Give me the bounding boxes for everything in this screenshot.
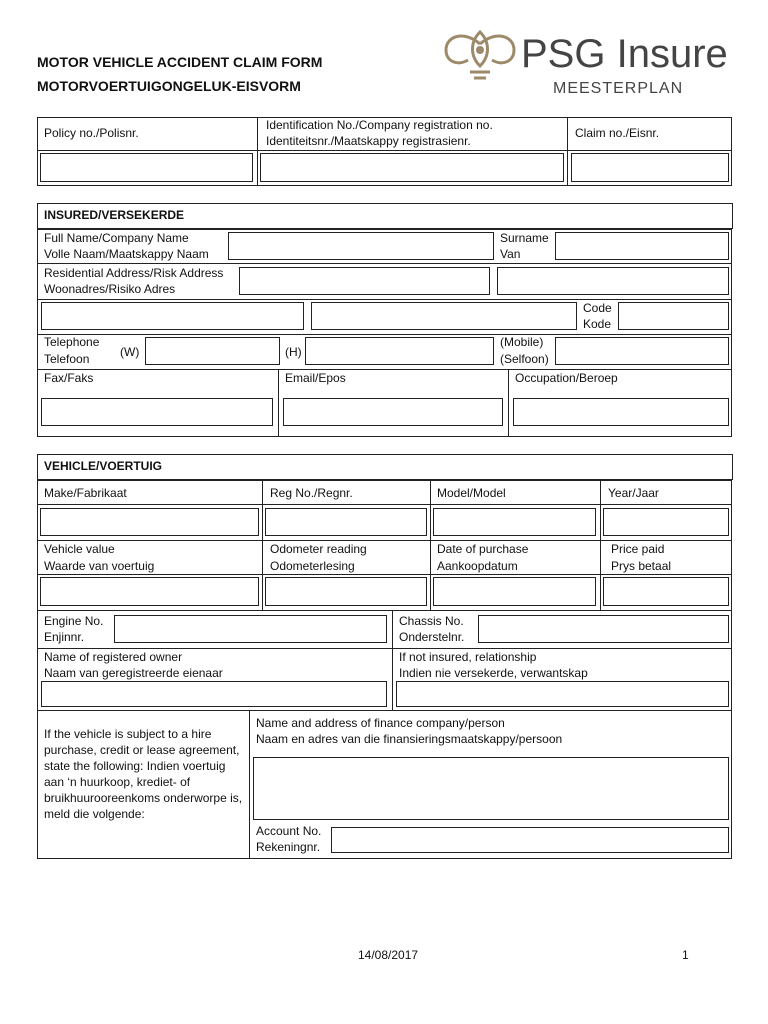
make-label: Make/Fabrikaat [44,486,127,500]
engine-label-af: Enjinnr. [44,630,85,644]
purchase-date-label-en: Date of purchase [437,542,529,556]
relationship-label-en: If not insured, relationship [399,650,537,664]
finance-label-af: Naam en adres van die finansieringsmaatskappy/persoon [256,732,563,746]
psg-logo-icon [440,26,520,82]
odometer-input[interactable] [265,577,427,606]
chassis-label-en: Chassis No. [399,614,464,628]
address-input-3[interactable] [41,302,304,330]
chassis-input[interactable] [478,615,729,643]
footer-date: 14/08/2017 [358,948,419,962]
price-label-af: Prys betaal [611,559,672,573]
page-number: 1 [682,948,689,962]
owner-label-en: Name of registered owner [44,650,183,664]
value-label-af: Waarde van voertuig [44,559,155,573]
engine-input[interactable] [114,615,387,643]
chassis-label-af: Onderstelnr. [399,630,465,644]
account-input[interactable] [331,827,729,853]
code-input[interactable] [618,302,729,330]
address-input-1[interactable] [239,267,490,295]
address-input-4[interactable] [311,302,577,330]
policy-label: Policy no./Polisnr. [44,126,139,140]
odometer-label-af: Odometerlesing [270,559,355,573]
purchase-date-label-af: Aankoopdatum [437,559,518,573]
hire-purchase-note: If the vehicle is subject to a hire purchase, credit or lease agreement, state the following: Indien voertuig aan ‘n huurkoop, krediet- of bruikhuurooreenkoms onderworpe is, meld die volgende: [44,727,243,821]
address-label-en: Residential Address/Risk Address [44,266,224,280]
code-label-af: Kode [583,317,612,331]
form-title-en: MOTOR VEHICLE ACCIDENT CLAIM FORM [37,54,323,70]
vehicle-heading: VEHICLE/VOERTUIG [37,454,733,480]
claim-label: Claim no./Eisnr. [575,126,660,140]
telephone-label-en: Telephone [44,335,100,349]
value-input[interactable] [40,577,259,606]
mobile-label-en: (Mobile) [500,335,544,349]
reg-input[interactable] [265,508,427,536]
relationship-label-af: Indien nie versekerde, verwantskap [399,666,588,680]
odometer-label-en: Odometer reading [270,542,367,556]
owner-input[interactable] [41,681,387,707]
value-label-en: Vehicle value [44,542,115,556]
home-phone-input[interactable] [305,337,494,365]
purchase-date-input[interactable] [433,577,596,606]
finance-textarea[interactable] [253,757,729,820]
relationship-input[interactable] [396,681,729,707]
finance-label-en: Name and address of finance company/person [256,716,505,730]
reg-label: Reg No./Regnr. [270,486,353,500]
id-no-input[interactable] [260,153,564,182]
model-label: Model/Model [437,486,506,500]
work-phone-input[interactable] [145,337,280,365]
work-label: (W) [120,345,140,359]
surname-label-en: Surname [500,231,549,245]
email-input[interactable] [283,398,503,426]
id-label-af: Identiteitsnr./Maatskappy registrasienr. [266,134,471,148]
engine-label-en: Engine No. [44,614,104,628]
price-label-en: Price paid [611,542,665,556]
form-title-af: MOTORVOERTUIGONGELUK-EISVORM [37,78,301,94]
account-label-af: Rekeningnr. [256,840,321,854]
full-name-label-af: Volle Naam/Maatskappy Naam [44,247,209,261]
address-label-af: Woonadres/Risiko Adres [44,282,176,296]
owner-label-af: Naam van geregistreerde eienaar [44,666,223,680]
surname-input[interactable] [555,232,729,260]
brand-name: PSG Insure [521,32,728,76]
policy-no-input[interactable] [40,153,253,182]
id-label-en: Identification No./Company registration no. [266,118,493,132]
email-label: Email/Epos [285,371,346,385]
telephone-label-af: Telefoon [44,352,90,366]
model-input[interactable] [433,508,596,536]
insured-heading: INSURED/VERSEKERDE [37,203,733,229]
occupation-input[interactable] [513,398,729,426]
claim-no-input[interactable] [571,153,729,182]
code-label-en: Code [583,301,612,315]
price-input[interactable] [603,577,729,606]
occupation-label: Occupation/Beroep [515,371,618,385]
full-name-input[interactable] [228,232,494,260]
fax-input[interactable] [41,398,273,426]
account-label-en: Account No. [256,824,322,838]
full-name-label-en: Full Name/Company Name [44,231,189,245]
mobile-input[interactable] [555,337,729,365]
surname-label-af: Van [500,247,521,261]
home-label: (H) [285,345,302,359]
make-input[interactable] [40,508,259,536]
address-input-2[interactable] [497,267,729,295]
fax-label: Fax/Faks [44,371,94,385]
mobile-label-af: (Selfoon) [500,352,549,366]
year-input[interactable] [603,508,729,536]
brand-sub: MEESTERPLAN [553,80,684,97]
year-label: Year/Jaar [608,486,659,500]
